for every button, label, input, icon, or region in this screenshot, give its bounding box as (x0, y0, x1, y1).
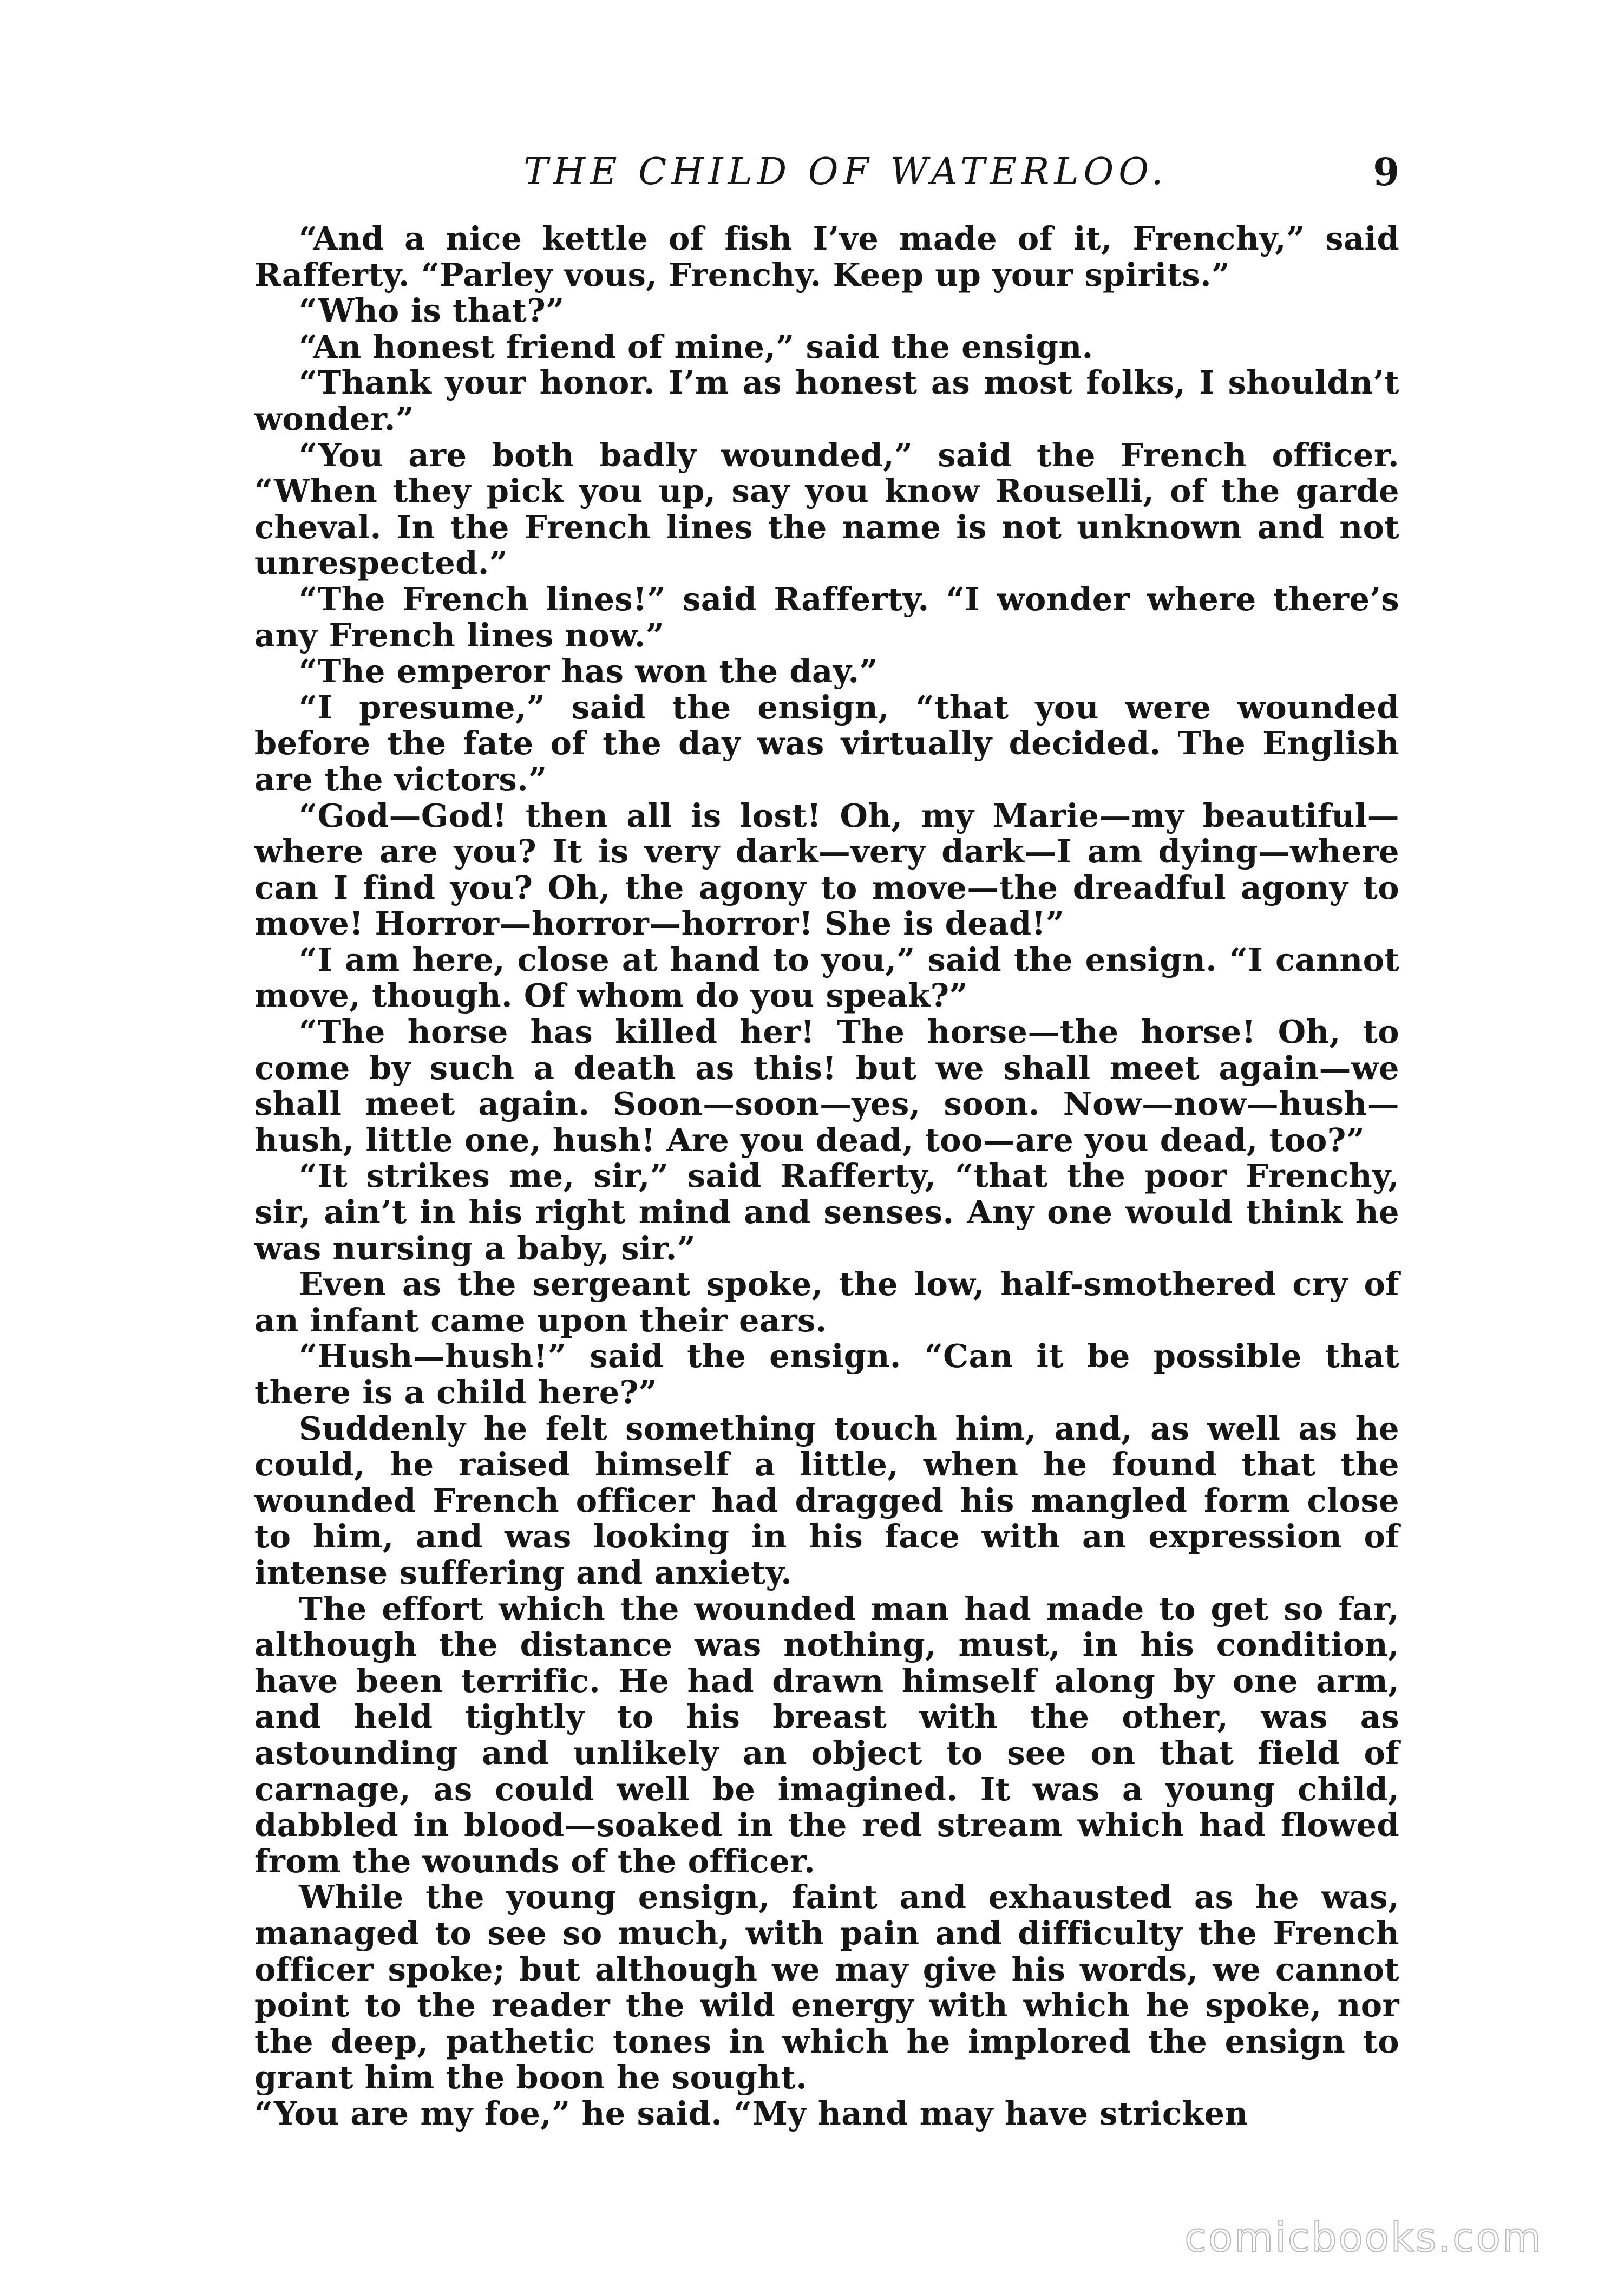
paragraph: The effort which the wounded man had made to get so far, although the distance was nothing, must, in his condition, have been terrific. He had drawn himself along by one arm, and held tightly to his breast with the other, was as astounding and unlikely an object to see on that field of carnage, as could well be imagined. It was a young child, dabbled in blood—soaked in the red stream which had flowed from the wounds of the officer. (254, 1590, 1399, 1880)
paragraph: “It strikes me, sir,” said Rafferty, “that the poor Frenchy, sir, ain’t in his right mind and senses. Any one would think he was nursing a baby, sir.” (254, 1157, 1399, 1267)
paragraph: Even as the sergeant spoke, the low, half-smothered cry of an infant came upon their ears. (254, 1265, 1399, 1339)
paragraph: “An honest friend of mine,” said the ensign. (299, 328, 1093, 365)
paragraph: “Hush—hush!” said the ensign. “Can it be possible that there is a child here?” (254, 1337, 1399, 1411)
paragraph: “Who is that?” (299, 292, 565, 330)
paragraph: “You are my foe,” he said. “My hand may have stricken (254, 2094, 1248, 2132)
paragraph: “And a nice kettle of fish I’ve made of it, Frenchy,” said Rafferty. “Parley vous, Frenchy. Keep up your spirits.” (254, 220, 1399, 293)
paragraph: “The horse has killed her! The horse—the horse! Oh, to come by such a death as this! but we shall meet again—we shall meet again. Soon—soon—yes, soon. Now—now—hush—hush, little one, hush! Are you dead, too—are you dead, too?” (254, 1013, 1399, 1159)
paragraph: “Thank your honor. I’m as honest as most folks, I shouldn’t wonder.” (254, 364, 1399, 437)
page-number: 9 (1373, 149, 1399, 194)
paragraph: “God—God! then all is lost! Oh, my Marie—my beautiful—where are you? It is very dark—very dark—I am dying—where can I find you? Oh, the agony to move—the dreadful agony to move! Horror—horror—horror! She is dead!” (254, 796, 1399, 943)
page-header (292, 145, 1399, 199)
paragraph: “I presume,” said the ensign, “that you were wounded before the fate of the day was virtually decided. The English are the victors.” (254, 688, 1399, 798)
paragraph: “The emperor has won the day.” (299, 652, 878, 690)
paragraph: Suddenly he felt something touch him, and, as well as he could, he raised himself a little, when he found that the wounded French officer had dragged his mangled form close to him, and was looking in his face with an expression of intense suffering and anxiety. (254, 1409, 1399, 1591)
paragraph: While the young ensign, faint and exhausted as he was, managed to see so much, with pain and difficulty the French officer spoke; but although we may give his words, we cannot point to the reader the wild energy with which he spoke, nor the deep, pathetic tones in which he implored the ensign to grant him the boon he sought. (254, 1878, 1399, 2096)
body-text (254, 221, 1399, 2132)
paragraph: “The French lines!” said Rafferty. “I wonder where there’s any French lines now.” (254, 580, 1399, 654)
paragraph: “I am here, close at hand to you,” said the ensign. “I cannot move, though. Of whom do you speak?” (254, 940, 1399, 1015)
paragraph: “You are both badly wounded,” said the French officer. “When they pick you up, say you know Rouselli, of the garde cheval. In the French lines the name is not unknown and not unrespected.” (254, 436, 1399, 582)
watermark: comicbooks.com (1184, 2214, 1543, 2261)
running-title: THE CHILD OF WATERLOO. (523, 151, 1168, 193)
